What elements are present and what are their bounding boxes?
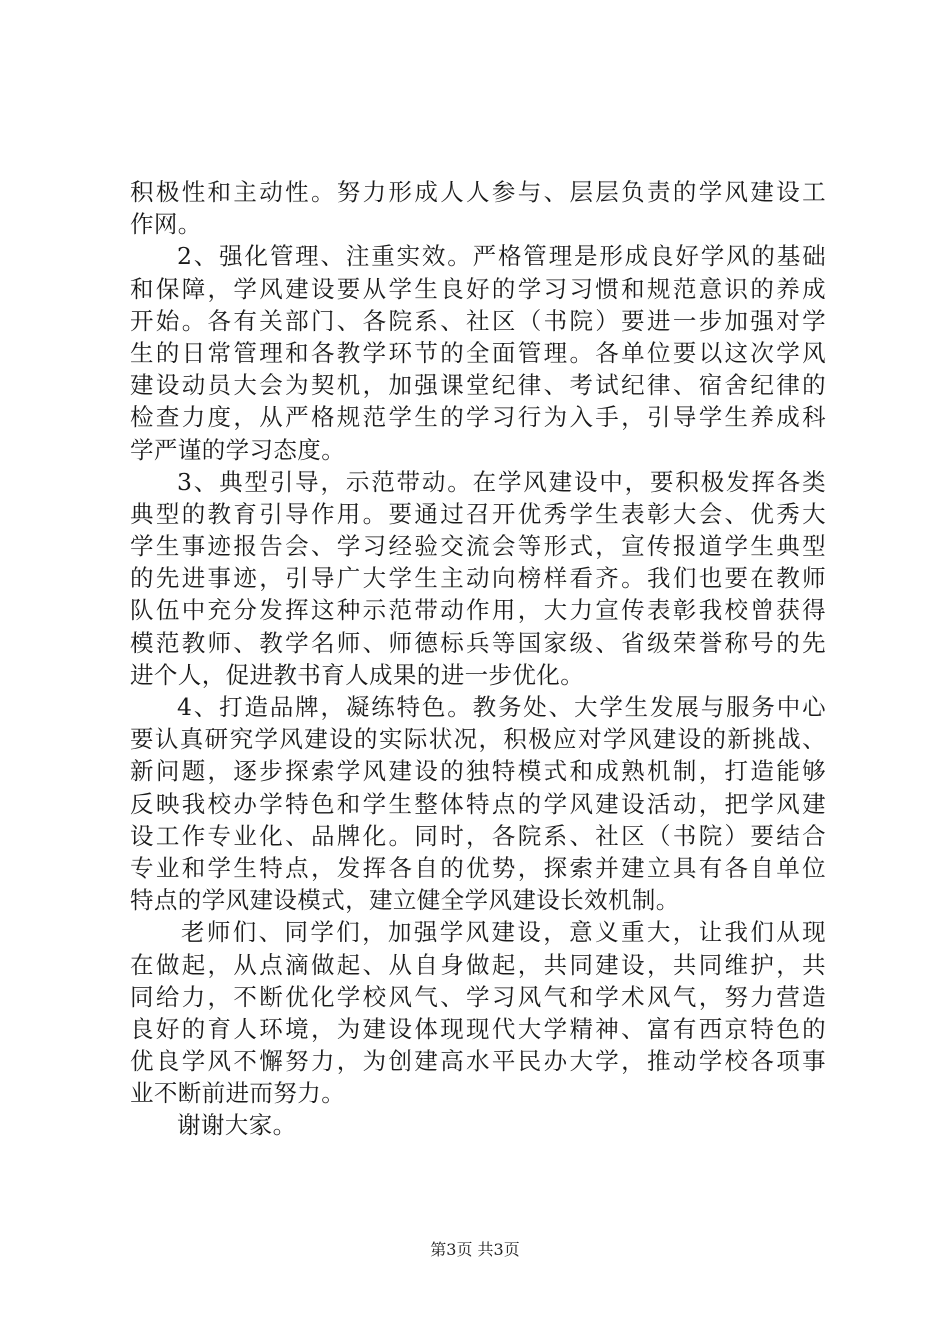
text-line: 老师们、同学们，加强学风建设，意义重大，让我们从现 [181, 918, 826, 947]
text-line: 要认真研究学风建设的实际状况，积极应对学风建设的新挑战、 [130, 725, 826, 754]
text-line: 和保障，学风建设要从学生良好的学习习惯和规范意识的养成 [130, 274, 826, 303]
text-line: 新问题，逐步探索学风建设的独特模式和成熟机制，打造能够 [130, 757, 826, 786]
text-line: 队伍中充分发挥这种示范带动作用，大力宣传表彰我校曾获得 [130, 596, 826, 625]
text-line: 特点的学风建设模式，建立健全学风建设长效机制。 [130, 886, 680, 915]
text-line: 在做起，从点滴做起、从自身做起，共同建设，共同维护，共 [130, 950, 826, 979]
text-line: 作网。 [130, 210, 202, 239]
text-line: 专业和学生特点，发挥各自的优势，探索并建立具有各自单位 [130, 853, 826, 882]
text-line: 积极性和主动性。努力形成人人参与、层层负责的学风建设工 [130, 178, 826, 206]
page-footer: 第3页 共3页 [430, 1240, 520, 1259]
text-line: 良好的育人环境，为建设体现现代大学精神、富有西京特色的 [130, 1014, 826, 1043]
text-line: 谢谢大家。 [177, 1111, 297, 1140]
text-line: 进个人，促进教书育人成果的进一步优化。 [130, 660, 585, 689]
text-line: 设工作专业化、品牌化。同时，各院系、社区（书院）要结合 [130, 821, 826, 850]
text-line: 反映我校办学特色和学生整体特点的学风建设活动，把学风建 [130, 789, 826, 818]
text-line: 模范教师、教学名师、师德标兵等国家级、省级荣誉称号的先 [130, 628, 826, 657]
text-line: 优良学风不懈努力，为创建高水平民办大学，推动学校各项事 [130, 1047, 826, 1076]
text-line: 开始。各有关部门、各院系、社区（书院）要进一步加强对学 [130, 306, 826, 335]
text-line: 生的日常管理和各教学环节的全面管理。各单位要以这次学风 [130, 338, 826, 367]
text-line: 学严谨的学习态度。 [130, 435, 346, 464]
text-line: 学生事迹报告会、学习经验交流会等形式，宣传报道学生典型 [130, 532, 826, 561]
text-line: 检查力度，从严格规范学生的学习行为入手，引导学生养成科 [130, 403, 826, 432]
text-line: 业不断前进而努力。 [130, 1079, 346, 1108]
text-line: 典型的教育引导作用。要通过召开优秀学生表彰大会、优秀大 [130, 499, 826, 528]
text-line: 2、强化管理、注重实效。严格管理是形成良好学风的基础 [177, 242, 826, 271]
text-line: 的先进事迹，引导广大学生主动向榜样看齐。我们也要在教师 [130, 564, 826, 593]
text-line: 4、打造品牌，凝练特色。教务处、大学生发展与服务中心 [177, 693, 826, 721]
text-line: 同给力，不断优化学校风气、学习风气和学术风气，努力营造 [130, 982, 826, 1011]
text-line: 建设动员大会为契机，加强课堂纪律、考试纪律、宿舍纪律的 [130, 371, 826, 400]
text-line: 3、典型引导，示范带动。在学风建设中，要积极发挥各类 [177, 467, 826, 496]
body-text [130, 176, 826, 1142]
